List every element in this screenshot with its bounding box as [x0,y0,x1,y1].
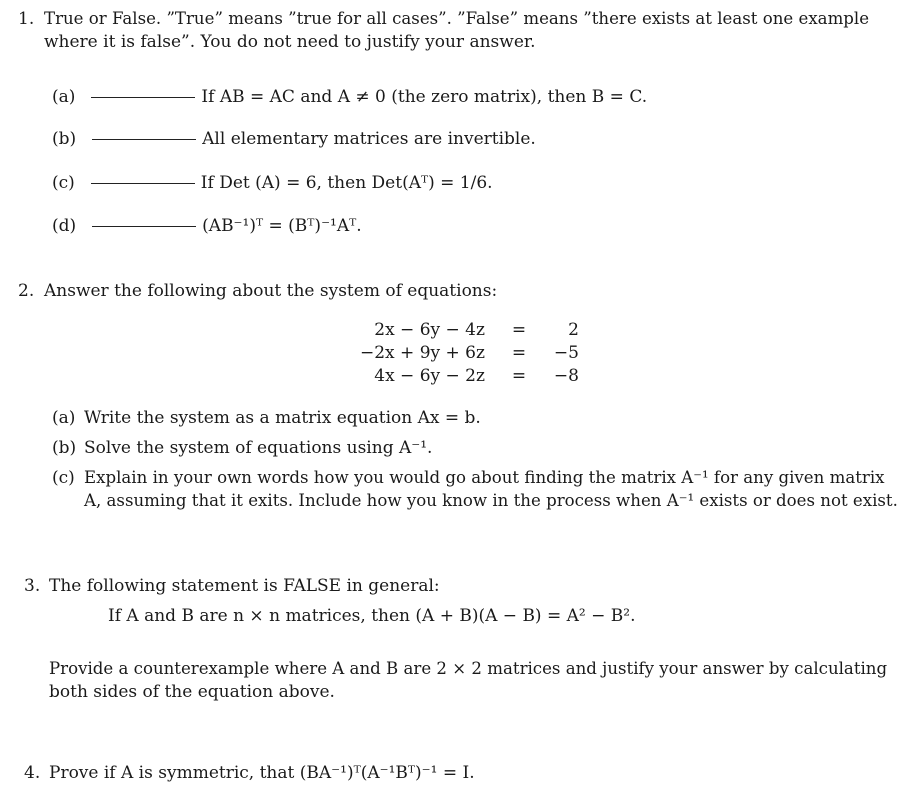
q1-item-text: If AB = AC and A ≠ 0 (the zero matrix), then B = C. [201,87,648,107]
equation-rhs: −8 [553,365,579,386]
equation-row [360,318,579,341]
q2-number: 2. [18,281,35,301]
equation-equals: = [511,342,527,363]
equation-lhs: 2x − 6y − 4z [374,319,485,340]
q1-number: 1. [18,9,35,29]
answer-blank[interactable] [92,139,196,140]
equation-rhs: −5 [553,342,579,363]
q3-statement: If A and B are n × n matrices, then (A + B)(A − B) = A² − B². [108,606,636,626]
equation-equals: = [511,319,527,340]
q2-part-a-label: (a) [52,408,76,428]
equation-rhs: 2 [568,319,579,340]
q1-item-text: (AB⁻¹)ᵀ = (Bᵀ)⁻¹Aᵀ. [202,216,362,236]
q4-number: 4. [24,763,41,783]
q2-part-c-line1: Explain in your own words how you would go about finding the matrix A⁻¹ for any given matrix [84,468,885,487]
q1-intro-line2: where it is false”. You do not need to justify your answer. [44,32,536,52]
equation-equals: = [511,365,527,386]
q1-intro-line1: True or False. ”True” means ”true for all cases”. ”False” means ”there exists at least one example [44,9,870,28]
q2-part-c-label: (c) [52,468,75,488]
q1-item-a [52,86,647,108]
q2-intro: Answer the following about the system of equations: [44,281,498,301]
answer-blank[interactable] [91,97,195,98]
equation-row [360,341,579,364]
q2-part-b-text: Solve the system of equations using A⁻¹. [84,438,433,458]
q2-part-c-line2: A, assuming that it exits. Include how you know in the process when A⁻¹ exists or does not exist. [84,491,898,510]
q1-item-c [52,172,493,194]
q1-item-label: (a) [52,87,76,107]
q3-intro: The following statement is FALSE in general: [49,576,440,596]
q1-item-text: All elementary matrices are invertible. [202,129,536,149]
q3-task-line2: both sides of the equation above. [49,682,335,702]
equation-system [360,318,579,387]
q1-item-label: (c) [52,173,75,193]
q3-task-line1: Provide a counterexample where A and B are 2 × 2 matrices and justify your answer by calculating [49,659,888,678]
q2-part-a-text: Write the system as a matrix equation Ax = b. [84,408,481,428]
equation-lhs: −2x + 9y + 6z [360,342,485,363]
q1-item-d [52,215,362,237]
q2-part-b-label: (b) [52,438,77,458]
equation-lhs: 4x − 6y − 2z [374,365,485,386]
q1-item-text: If Det (A) = 6, then Det(Aᵀ) = 1/6. [200,173,493,193]
q1-item-label: (b) [52,129,77,149]
answer-blank[interactable] [91,183,195,184]
q1-item-label: (d) [52,216,77,236]
q3-number: 3. [24,576,41,596]
q1-item-b [52,128,536,150]
q4-text: Prove if A is symmetric, that (BA⁻¹)ᵀ(A⁻¹Bᵀ)⁻¹ = I. [49,763,475,783]
answer-blank[interactable] [92,226,196,227]
equation-row [360,364,579,387]
